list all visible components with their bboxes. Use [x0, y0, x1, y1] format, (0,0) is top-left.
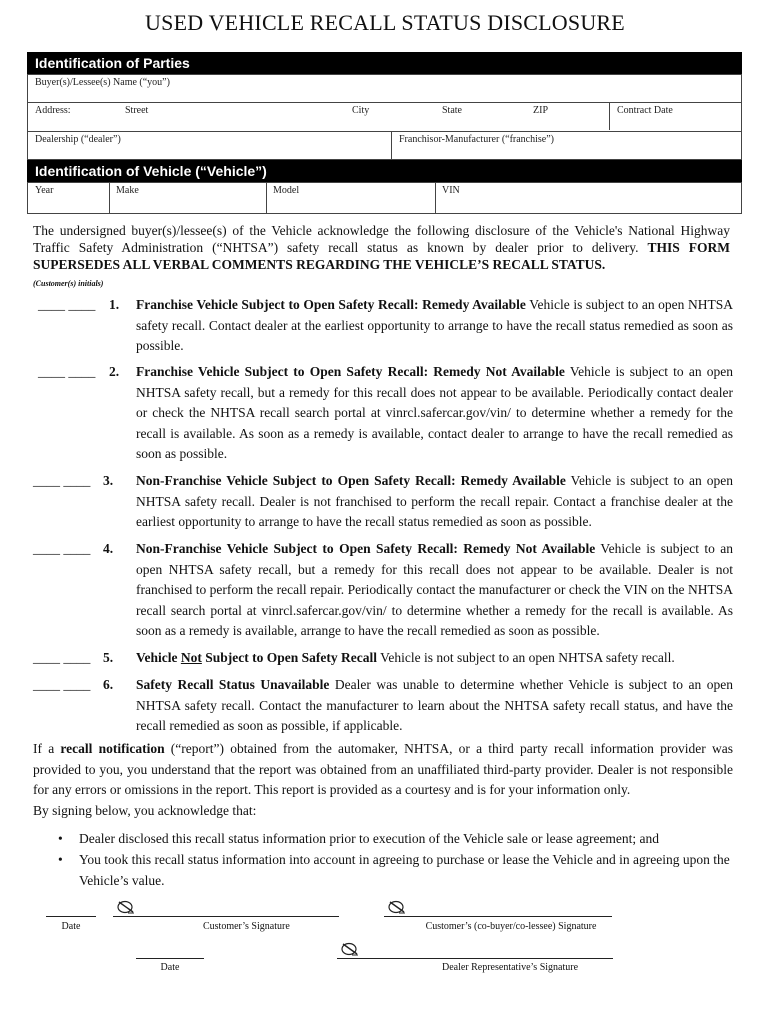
recall-option-5 [33, 648, 733, 669]
report-paragraph [33, 739, 733, 801]
bullet-text: Dealer disclosed this recall status information prior to execution of the Vehicle sale or lease agreement; and [79, 831, 660, 846]
parties-section-header: Identification of Parties [27, 52, 742, 74]
option-heading: Franchise Vehicle Subject to Open Safety Recall: Remedy Not Available [136, 364, 565, 379]
parties-table [27, 74, 742, 160]
option-heading: Safety Recall Status Unavailable [136, 677, 330, 692]
initials-caption: (Customer(s) initials) [33, 279, 104, 288]
report-pre: If a [33, 741, 61, 756]
option-number: 3. [103, 473, 114, 488]
option-number: 6. [103, 677, 114, 692]
address-label: Address: [35, 105, 71, 116]
customer-signature-line[interactable] [113, 916, 339, 917]
model-field[interactable]: Model [273, 185, 300, 196]
date-label-2: Date [160, 962, 180, 973]
option-number: 1. [109, 297, 120, 312]
cobuyer-signature-label: Customer’s (co-buyer/co-lessee) Signature [425, 921, 597, 932]
option-heading-post: Subject to Open Safety Recall [201, 650, 377, 665]
initials-blanks[interactable]: ____ ____ [33, 677, 91, 692]
franchisor-field[interactable]: Franchisor-Manufacturer (“franchise”) [399, 134, 554, 145]
zip-field[interactable]: ZIP [533, 105, 548, 116]
initials-blanks[interactable]: ____ ____ [33, 473, 91, 488]
intro-bold-notice: THIS FORM SUPERSEDES ALL VERBAL COMMENTS REGARDING THE VEHICLE’S RECALL STATUS. [33, 240, 730, 272]
dealership-field[interactable]: Dealership (“dealer”) [35, 134, 121, 145]
recall-option-1 [33, 295, 733, 357]
vin-field[interactable]: VIN [442, 185, 460, 196]
pen-signature-icon [117, 900, 135, 914]
pen-signature-icon [388, 900, 406, 914]
option-heading-pre: Vehicle [136, 650, 181, 665]
customer-signature-label: Customer’s Signature [203, 921, 290, 932]
option-text: Vehicle is subject to an open NHTSA safety recall, but a remedy for this recall does not appear to be available. Dealer is not franchised to perform the recall repair. Periodically contact the manufacturer or check the VIN on the NHTSA recall search portal at vinrcl.safercar.gov/vin/ to determine whether a remedy for the recall is available. As soon as a remedy is available, arrange to have the recall remedied as soon as possible. [136, 541, 733, 638]
bullet-icon: • [58, 831, 63, 846]
city-field[interactable]: City [352, 105, 370, 116]
initials-blanks[interactable]: ____ ____ [33, 650, 91, 665]
bullet-icon: • [58, 852, 63, 867]
street-field[interactable]: Street [125, 105, 149, 116]
bullet-text: You took this recall status information into account in agreeing to purchase or lease the Vehicle and in agreeing upon the Vehicle’s value. [79, 852, 730, 888]
acknowledge-line: By signing below, you acknowledge that: [33, 803, 257, 818]
contract-date-field[interactable]: Contract Date [617, 105, 673, 116]
initials-blanks[interactable]: ____ ____ [38, 297, 96, 312]
option-heading: Non-Franchise Vehicle Subject to Open Safety Recall: Remedy Not Available [136, 541, 596, 556]
option-number: 4. [103, 541, 114, 556]
option-text: Vehicle is not subject to an open NHTSA safety recall. [376, 650, 675, 665]
intro-text: The undersigned buyer(s)/lessee(s) of the Vehicle acknowledge the following disclosure of the Vehicle's National Highway Traffic Safety Administration (“NHTSA”) safety recall status as known by dealer prior to delivery. [33, 223, 730, 255]
report-post: (“report”) obtained from the automaker, NHTSA, or a third party recall information provider was provided to you, you understand that the report was obtained from an unaffiliated third-party provider. Dealer is not responsible for any errors or omissions in the report. This report is provided as a courtesy and is for your information only. [33, 741, 734, 797]
option-heading: Franchise Vehicle Subject to Open Safety Recall: Remedy Available [136, 297, 526, 312]
year-field[interactable]: Year [35, 185, 54, 196]
date-label-1: Date [61, 921, 81, 932]
recall-option-4 [33, 539, 733, 641]
make-field[interactable]: Make [116, 185, 139, 196]
vehicle-section-header: Identification of Vehicle (“Vehicle”) [27, 160, 742, 182]
recall-option-2 [33, 362, 733, 464]
dealer-rep-signature-label: Dealer Representative’s Signature [441, 962, 579, 973]
cobuyer-signature-line[interactable] [384, 916, 612, 917]
document-title: USED VEHICLE RECALL STATUS DISCLOSURE [145, 10, 625, 35]
initials-blanks[interactable]: ____ ____ [33, 541, 91, 556]
pen-signature-icon [341, 942, 359, 956]
option-heading-underlined: Not [180, 650, 202, 665]
recall-option-3 [33, 471, 733, 533]
option-heading: Non-Franchise Vehicle Subject to Open Safety Recall: Remedy Available [136, 473, 566, 488]
option-text: Vehicle is subject to an open NHTSA safety recall, but a remedy for this recall does not appear to be available. Periodically contact dealer or check the NHTSA recall search portal at vinrcl.safercar.gov/vin/ to determine whether a remedy for the recall is available. As soon as a remedy is available, contact dealer to arrange to have the recall remedied as soon as possible. [136, 364, 733, 461]
recall-option-6 [33, 675, 733, 737]
intro-paragraph [33, 222, 730, 273]
dealer-rep-signature-line[interactable] [337, 958, 613, 959]
initials-blanks[interactable]: ____ ____ [38, 364, 96, 379]
option-text: Vehicle is subject to an open NHTSA safety recall. Contact dealer at the earliest opportunity to arrange to have the recall status remedied as soon as possible. [136, 297, 734, 353]
date-line-2[interactable] [136, 958, 204, 959]
option-number: 2. [109, 364, 120, 379]
date-line-1[interactable] [46, 916, 96, 917]
state-field[interactable]: State [442, 105, 462, 116]
report-bold: recall notification [60, 741, 165, 756]
vehicle-table [27, 182, 742, 214]
buyer-name-field[interactable]: Buyer(s)/Lessee(s) Name (“you”) [35, 77, 170, 88]
option-text: Vehicle is subject to an open NHTSA safety recall. Dealer is not franchised to perform the recall repair. Contact a franchise dealer at the earliest opportunity to arrange to have the recall status remedied as soon as possible. [136, 473, 734, 529]
option-number: 5. [103, 650, 114, 665]
option-text: Dealer was unable to determine whether Vehicle is subject to an open NHTSA safety recall. Contact the manufacturer to learn about the NHTSA safety recall status, and have the recall remedied as soon as possible, if applicable. [136, 677, 733, 733]
